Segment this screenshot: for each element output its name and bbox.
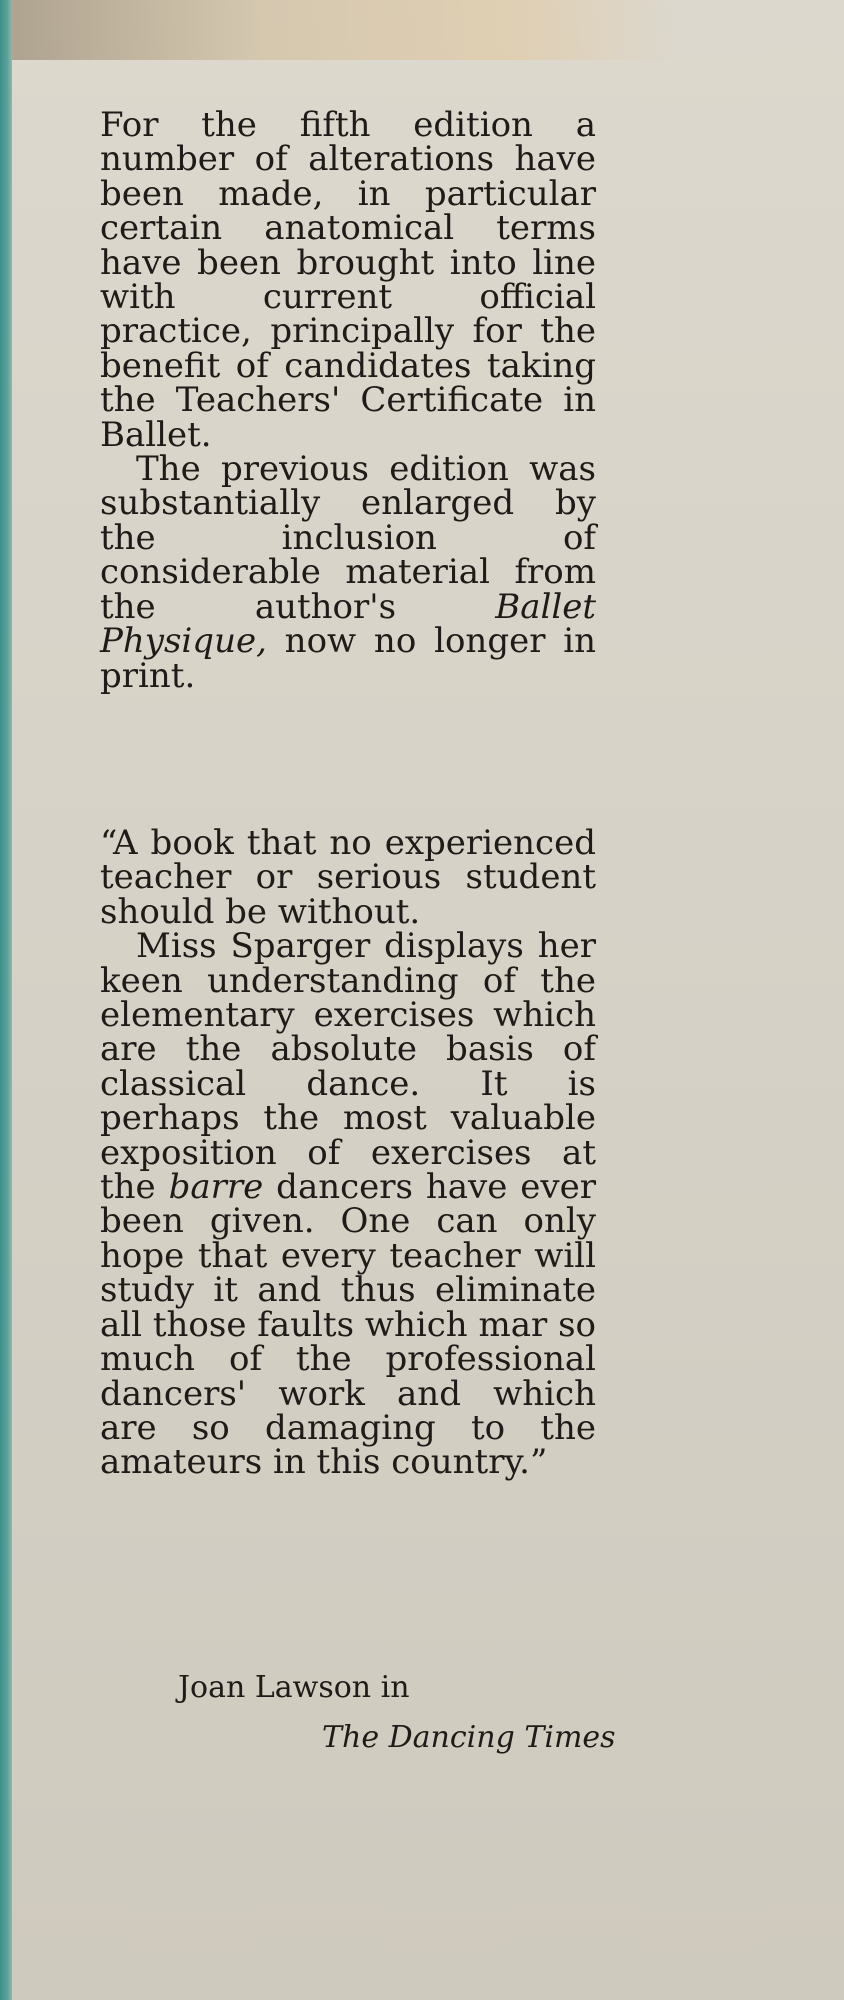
edition-paragraph-2 <box>100 449 596 696</box>
quote-paragraph-1: “A book that no experienced teacher or serious student should be without. <box>100 823 596 932</box>
review-quote <box>100 823 596 1483</box>
page-stain <box>12 0 844 60</box>
term-barre: barre <box>168 1167 264 1208</box>
edition-paragraph-2-start: The previous edition was substantially enlarged by the inclusion of considerable material from the author's <box>100 449 596 627</box>
quote-attribution-author: Joan Lawson in <box>178 1670 410 1705</box>
book-spine-edge <box>0 0 12 2000</box>
edition-description <box>100 105 596 696</box>
edition-paragraph-1: For the fifth edition a number of alterations have been made, in particular certain anatomical terms have been brought into line with current official practice, principally for the benefit of candidates taking the Teachers' Certificate in Ballet. <box>100 105 596 455</box>
book-jacket-flap <box>12 0 844 2000</box>
edition-paragraph-2-end: now no longer in print. <box>100 621 596 696</box>
book-title-ballet-physique: Ballet Physique, <box>100 586 596 662</box>
quote-paragraph-2 <box>100 926 596 1483</box>
quote-attribution-publication: The Dancing Times <box>322 1720 616 1755</box>
quote-paragraph-2-end: dancers have ever been given. One can only hope that every teacher will study it and thus eliminate all those faults which mar so much of the professional dancers' work and which are so damaging to the amateurs in this country.” <box>100 1167 596 1483</box>
quote-paragraph-2-start: Miss Sparger displays her keen understanding of the elementary exercises which are the absolute basis of classical dance. It is perhaps the most valuable exposition of exercises at the <box>100 926 596 1208</box>
